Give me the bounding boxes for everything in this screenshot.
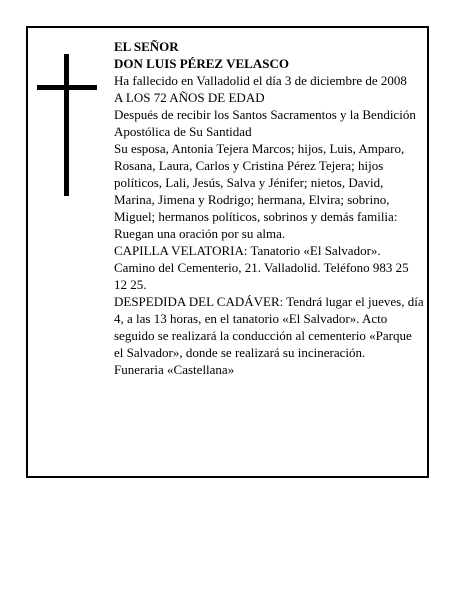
sacraments-statement: Después de recibir los Santos Sacramentos y la Bendición Apostólica de Su Santidad <box>114 107 416 139</box>
funeral-home: Funeraria «Castellana» <box>114 362 235 377</box>
prayer-request: Ruegan una oración por su alma. <box>114 226 286 241</box>
age-at-death: A LOS 72 AÑOS DE EDAD <box>114 90 265 105</box>
farewell-info: DESPEDIDA DEL CADÁVER: Tendrá lugar el jueves, día 4, a las 13 horas, en el tanatorio «El Salvador». Acto seguido se realizará la conducción al cementerio «Parque el Salvador», donde se realizará su incineración. <box>114 294 424 360</box>
obituary-text <box>114 38 424 378</box>
deceased-name: DON LUIS PÉREZ VELASCO <box>114 56 289 71</box>
chapel-info: CAPILLA VELATORIA: Tanatorio «El Salvador». Camino del Cementerio, 21. Valladolid. Teléfono 983 25 12 25. <box>114 243 409 292</box>
family-list: Su esposa, Antonia Tejera Marcos; hijos, Luis, Amparo, Rosana, Laura, Carlos y Cristina Pérez Tejera; hijos políticos, Lali, Jesús, Salva y Jénifer; nietos, David, Marina, Jimena y Rodrigo; hermana, Elvira; sobrino, Miguel; hermanos políticos, sobrinos y demás familia: <box>114 141 405 224</box>
honorific: EL SEÑOR <box>114 39 179 54</box>
cross-icon <box>64 54 69 196</box>
cross-icon-crossbar <box>37 85 97 90</box>
death-statement: Ha fallecido en Valladolid el día 3 de diciembre de 2008 <box>114 73 407 88</box>
